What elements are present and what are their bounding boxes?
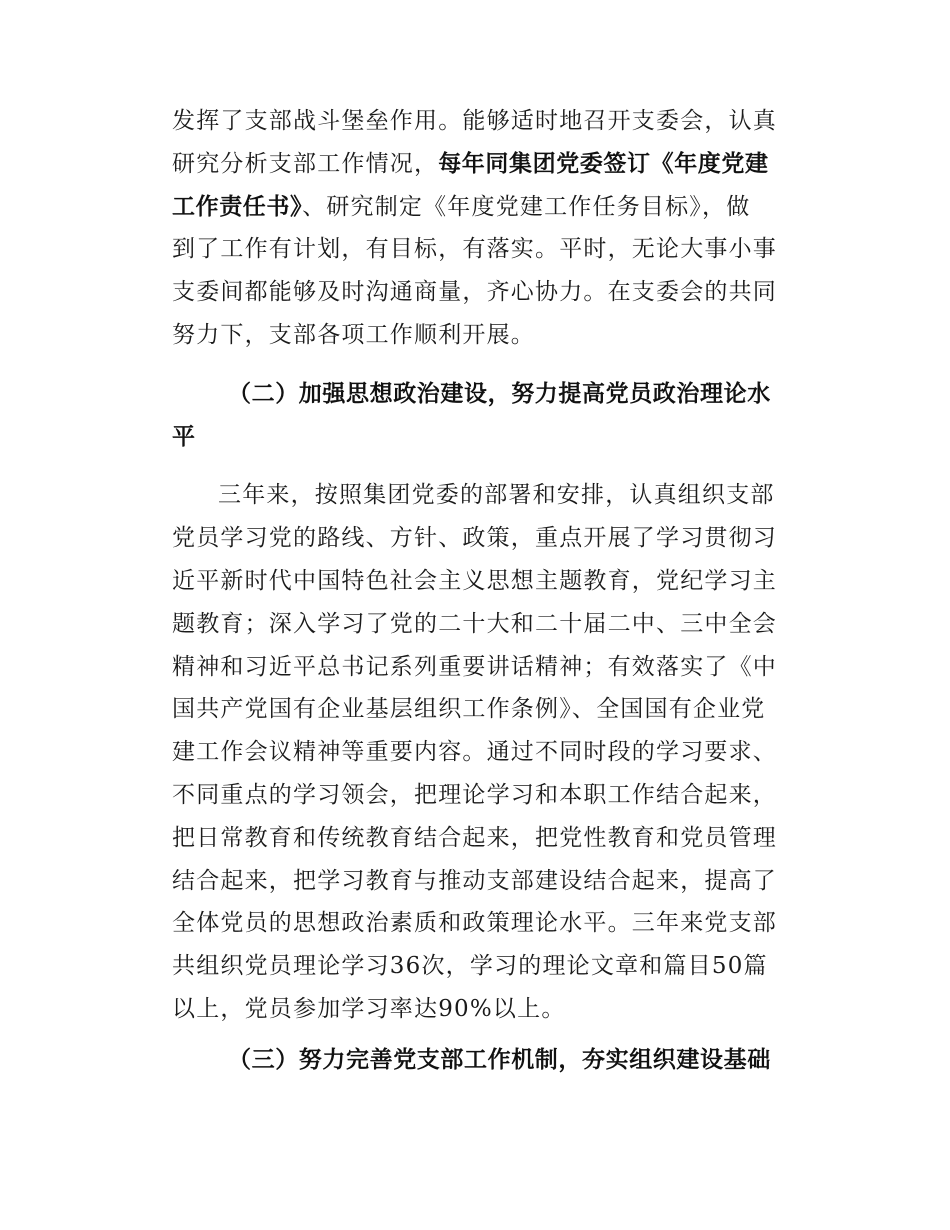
text-run: 、研究制定《年度党建工作任务目标》，做 [302, 193, 751, 220]
paragraph-line: 不同重点的学习领会，把理论学习和本职工作结合起来， [172, 781, 777, 808]
paragraph-2 [172, 474, 792, 1030]
paragraph-line [172, 143, 792, 186]
paragraph-line: 国共产党国有企业基层组织工作条例》、全国国有企业党 [172, 696, 766, 723]
paragraph-line: 支委间都能够及时沟通商量，齐心协力。在支委会的共同 [172, 279, 777, 306]
paragraph-line: 建工作会议精神等重要内容。通过不同时段的学习要求、 [172, 739, 777, 766]
paragraph-line: 以上，党员参加学习率达90%以上。 [172, 995, 566, 1022]
heading-line: 平 [172, 423, 196, 450]
paragraph-line: 三年来，按照集团党委的部署和安排，认真组织支部 [218, 482, 775, 509]
heading-line: （三）努力完善党支部工作机制，夯实组织建设基础 [228, 1046, 771, 1073]
paragraph-line: 努力下，支部各项工作顺利开展。 [172, 321, 535, 348]
section-heading-3 [172, 1039, 792, 1082]
bold-text-run: 工作责任书》 [172, 193, 303, 220]
paragraph-line: 精神和习近平总书记系列重要讲话精神；有效落实了《中 [172, 653, 777, 680]
bold-text-run: 每年同集团党委签订《年度党建 [438, 150, 769, 177]
paragraph-line: 题教育；深入学习了党的二十大和二十届二中、三中全会 [172, 610, 777, 637]
paragraph-line: 全体党员的思想政治素质和政策理论水平。三年来党支部 [172, 910, 777, 937]
paragraph-1 [172, 100, 792, 357]
paragraph-line: 把日常教育和传统教育结合起来，把党性教育和党员管理 [172, 824, 777, 851]
text-run: 研究分析支部工作情况， [172, 150, 439, 177]
paragraph-line [172, 186, 792, 229]
section-heading-2 [172, 373, 792, 459]
paragraph-line: 结合起来，把学习教育与推动支部建设结合起来，提高了 [172, 867, 777, 894]
document-body [172, 100, 792, 1082]
paragraph-line: 共组织党员理论学习36次，学习的理论文章和篇目50篇 [172, 953, 768, 980]
paragraph-line: 发挥了支部战斗堡垒作用。能够适时地召开支委会，认真 [172, 108, 777, 134]
paragraph-line: 到了工作有计划，有目标，有落实。平时，无论大事小事 [172, 236, 777, 263]
heading-line: （二）加强思想政治建设，努力提高党员政治理论水 [228, 380, 771, 407]
paragraph-line: 近平新时代中国特色社会主义思想主题教育，党纪学习主 [172, 567, 777, 594]
paragraph-line: 党员学习党的路线、方针、政策，重点开展了学习贯彻习 [172, 525, 777, 552]
